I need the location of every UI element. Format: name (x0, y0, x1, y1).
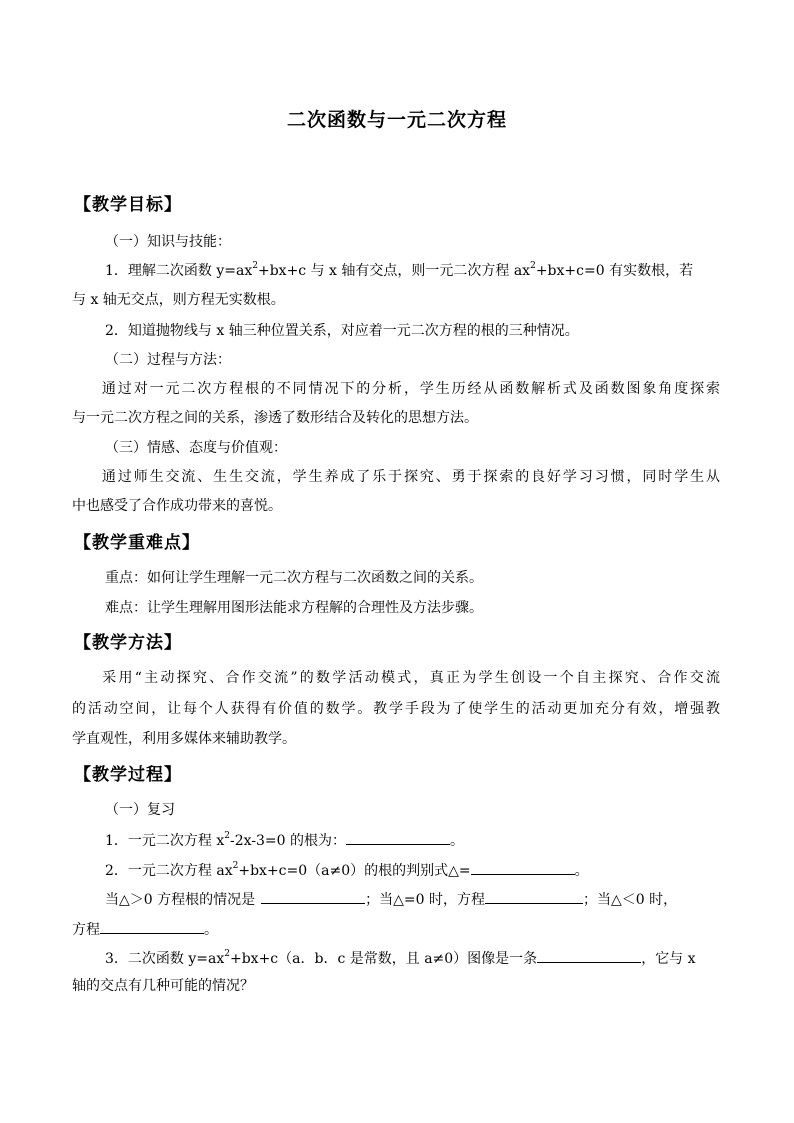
answer-blank[interactable] (346, 829, 450, 845)
section-heading-objectives: 【教学目标】 (74, 195, 182, 215)
text-segment: 。 (574, 863, 589, 879)
process-subheading-review: （一）复习 (105, 802, 175, 818)
text-segment: -2x-3=0 的根为： (230, 833, 347, 849)
answer-blank[interactable] (100, 918, 204, 934)
superscript: 2 (530, 261, 536, 272)
text-segment: +bx+c（a．b．c 是常数，且 a≠0）图像是一条 (229, 951, 538, 967)
superscript: 2 (224, 949, 230, 960)
key-point-difficulty: 难点：让学生理解用图形法能求方程解的合理性及方法步骤。 (105, 600, 483, 616)
text-segment: +bx+c=0 有实数根，若 (535, 263, 694, 279)
objectives-paragraph-process-line-1 (72, 379, 720, 399)
methods-line-3: 学直观性，利用多媒体来辅助教学。 (72, 731, 296, 747)
objectives-paragraph-process-line-2: 与一元二次方程之间的关系，渗透了数形结合及转化的思想方法。 (72, 410, 478, 426)
section-heading-methods: 【教学方法】 (74, 633, 182, 653)
review-question-1 (105, 829, 464, 851)
text-segment: +bx+c 与 x 轴有交点，则一元二次方程 ax (257, 263, 531, 279)
text-segment: ；当△=0 时，方程 (365, 892, 485, 908)
text-segment: 。 (204, 922, 218, 938)
review-question-3 (105, 947, 696, 969)
objectives-paragraph-attitude-line-1 (72, 467, 720, 487)
text-segment: 3．二次函数 y=ax (105, 951, 225, 967)
methods-line-1 (72, 668, 720, 688)
text-segment: 通过对一元二次方程根的不同情况下的分析，学生历经从函数解析式及函数图象角度探索 (100, 381, 720, 397)
document-title: 二次函数与一元二次方程 (286, 109, 507, 131)
text-segment: 通过师生交流、生生交流，学生养成了乐于探究、勇于探索的良好学习习惯，同时学生从 (100, 469, 720, 485)
superscript: 2 (232, 861, 239, 872)
objectives-item-2: 2．知道抛物线与 x 轴三种位置关系，对应着一元二次方程的根的三种情况。 (105, 323, 579, 339)
objectives-item-1-line-1 (105, 261, 693, 281)
answer-blank[interactable] (485, 888, 583, 904)
text-segment: 1．一元二次方程 x (105, 833, 225, 849)
text-segment: ；当△＜0 时， (582, 892, 678, 908)
answer-blank[interactable] (471, 859, 575, 875)
methods-line-2: 的活动空间，让每个人获得有价值的数学。教学手段为了使学生的活动更加充分有效，增强教 (72, 701, 720, 717)
review-question-2-cases-line-2 (72, 918, 218, 940)
review-question-3-line-2: 轴的交点有几种可能的情况？ (72, 978, 254, 994)
section-heading-process: 【教学过程】 (74, 765, 182, 785)
review-question-2 (105, 859, 589, 881)
answer-blank[interactable] (537, 947, 641, 963)
key-point-focus: 重点：如何让学生理解一元二次方程与二次函数之间的关系。 (105, 570, 483, 586)
section-heading-key-points: 【教学重难点】 (74, 533, 200, 553)
text-segment: 方程 (72, 922, 100, 938)
objectives-subheading-knowledge: （一）知识与技能： (105, 234, 231, 250)
review-question-2-cases (105, 888, 677, 910)
answer-blank[interactable] (261, 888, 365, 904)
objectives-subheading-attitude: （三）情感、态度与价值观： (105, 440, 287, 456)
text-segment: 采用“主动探究、合作交流”的数学活动模式，真正为学生创设一个自主探究、合作交流 (100, 670, 720, 686)
objectives-subheading-process: （二）过程与方法： (105, 352, 231, 368)
text-segment: 1．理解二次函数 y=ax (105, 263, 253, 279)
text-segment: 。 (450, 833, 465, 849)
superscript: 2 (252, 261, 258, 272)
text-segment: 2．一元二次方程 ax (105, 863, 233, 879)
text-segment: ，它与 x (641, 951, 696, 967)
text-segment: 当△＞0 方程根的情况是 (105, 892, 256, 908)
objectives-paragraph-attitude-line-2: 中也感受了合作成功带来的喜悦。 (72, 498, 282, 514)
text-segment: +bx+c=0（a≠0）的根的判别式△= (238, 863, 471, 879)
superscript: 2 (224, 831, 230, 842)
objectives-item-1-line-2: 与 x 轴无交点，则方程无实数根。 (72, 292, 285, 308)
